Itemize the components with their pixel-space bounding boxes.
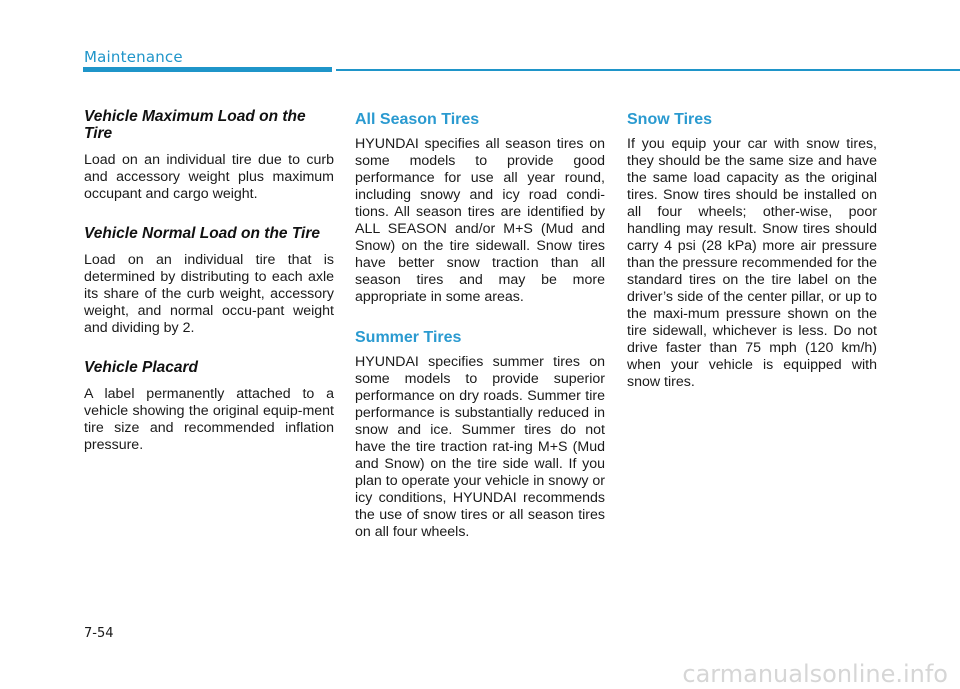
paragraph-all-season-tires: HYUNDAI specifies all season tires on some models to provide good performance for use all year round, including snowy and icy road condi-tions. All season tires are identified by ALL SEASON and/or M+S (Mud and Snow) on the tire sidewall. Snow tires have better snow traction than all season tires and may be more appropriate in some areas. (355, 136, 605, 305)
section-title: Maintenance (84, 48, 183, 66)
paragraph-placard: A label permanently attached to a vehicle showing the original equip-ment tire size and recommended inflation pressure. (84, 386, 334, 453)
column-left (84, 108, 334, 454)
paragraph-snow-tires: If you equip your car with snow tires, they should be the same size and have the same load capacity as the original tires. Snow tires should be installed on all four wheels; other-wise, poor handling may result. Snow tires should carry 4 psi (28 kPa) more air pressure than the pressure recommended for the standard tires on the tire label on the driver’s side of the center pillar, or up to the maxi-mum pressure shown on the tire sidewall, whichever is less. Do not drive faster than 75 mph (120 km/h) when your vehicle is equipped with snow tires. (627, 136, 877, 390)
column-right (627, 110, 877, 391)
heading-snow-tires: Snow Tires (627, 111, 713, 128)
page-number: 7-54 (84, 626, 114, 641)
heading-summer-tires: Summer Tires (355, 329, 462, 346)
subheading-placard: Vehicle Placard (84, 359, 199, 376)
paragraph-summer-tires: HYUNDAI specifies summer tires on some models to provide superior performance on dry roads. Summer tire performance is substantially reduced in snow and ice. Summer tires do not have the tire traction rat-ing M+S (Mud and Snow) on the tire side wall. If you plan to operate your vehicle in snowy or icy conditions, HYUNDAI recommends the use of snow tires or all season tires on all four wheels. (355, 354, 605, 540)
header-rule-thick (83, 67, 332, 72)
watermark: carmanualsonline.info (682, 660, 948, 688)
header-rule-thin (336, 69, 960, 71)
paragraph-normal-load: Load on an individual tire that is determined by distributing to each axle its share of the curb weight, accessory weight, and normal occu-pant weight and dividing by 2. (84, 252, 334, 336)
subheading-normal-load: Vehicle Normal Load on the Tire (84, 225, 320, 242)
subheading-max-load: Vehicle Maximum Load on the Tire (84, 108, 306, 142)
paragraph-max-load: Load on an individual tire due to curb and accessory weight plus maximum occupant and cargo weight. (84, 152, 334, 202)
column-middle (355, 110, 605, 541)
heading-all-season-tires: All Season Tires (355, 111, 480, 128)
